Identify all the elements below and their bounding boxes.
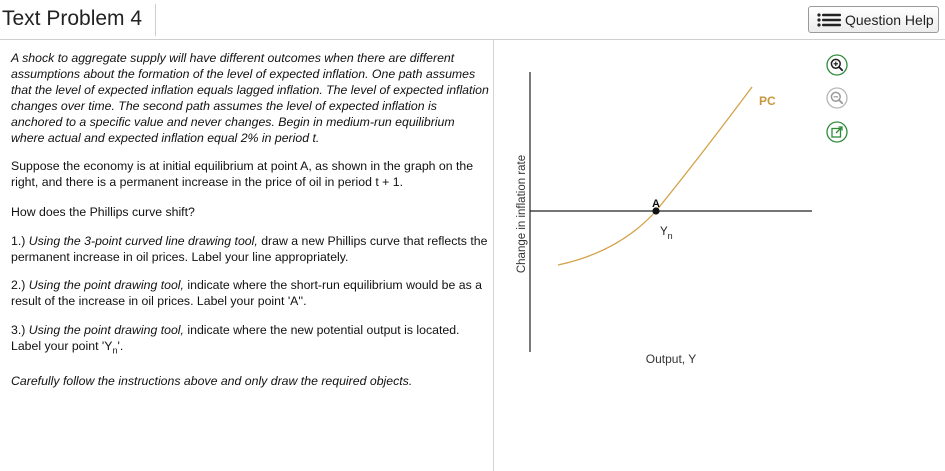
zoom-out-button[interactable] (824, 85, 850, 111)
scenario-paragraph: Suppose the economy is at initial equilibrium at point A, as shown in the graph on the right, and there is a permanent increase in the price of oil in period t + 1. (11, 159, 474, 189)
header-bar (0, 0, 945, 40)
pc-label: PC (759, 94, 776, 108)
step-2-instruction (11, 277, 489, 309)
step-3-text-end: '. (117, 339, 124, 353)
step-1-number: 1.) (11, 234, 26, 248)
intro-paragraph: A shock to aggregate supply will have different outcomes when there are different assumptions about the formation of the level of expected inflation. One path assumes that the level of expected inflation equals lagged inflation. The level of expected inflation changes over time. The second path assumes the level of expected inflation is anchored to a specific value and never changes. Begin in medium-run equilibrium where actual and expected inflation equal 2% in period t. (11, 51, 489, 145)
step-1-tool: Using the 3-point curved line drawing tool, (28, 234, 258, 248)
step-2-text: indicate where the short-run equilibrium would be as a result of the increase in oil prices. Label your point 'A''. (11, 278, 482, 308)
phillips-curve-graph[interactable] (494, 40, 854, 471)
title-divider (155, 4, 156, 36)
step-1-instruction (11, 233, 489, 265)
expand-icon (826, 121, 848, 143)
step-1-text: draw a new Phillips curve that reflects the permanent increase in oil prices. Label your line appropriately. (11, 234, 488, 264)
yn-label-sub: n (667, 231, 673, 241)
expand-graph-button[interactable] (824, 119, 850, 145)
question-help-button[interactable] (808, 6, 939, 33)
graph-toolbar (824, 52, 854, 152)
list-icon (817, 13, 841, 27)
step-3-instruction (11, 322, 489, 358)
yn-label-main: Y (660, 226, 668, 238)
y-axis-label: Change in inflation rate (516, 154, 528, 274)
step-3-text: indicate where the new potential output is located. Label your point 'Y (11, 323, 460, 353)
question-help-label: Question Help (845, 11, 934, 28)
step-3-number: 3.) (11, 323, 26, 337)
yn-label (660, 226, 673, 241)
step-2-tool: Using the point drawing tool, (28, 278, 184, 292)
zoom-out-icon (826, 87, 848, 109)
page-title: Text Problem 4 (2, 7, 143, 30)
step-3-subscript: n (112, 345, 118, 356)
phillips-curve[interactable] (558, 87, 752, 265)
step-3-tool: Using the point drawing tool, (28, 323, 184, 337)
point-a-label: A (652, 198, 660, 210)
question-paragraph: How does the Phillips curve shift? (11, 205, 195, 219)
zoom-in-icon (826, 54, 848, 76)
zoom-in-button[interactable] (824, 52, 850, 78)
x-axis-label: Output, Y (645, 352, 697, 366)
footer-instruction: Carefully follow the instructions above and only draw the required objects. (11, 374, 413, 388)
step-2-number: 2.) (11, 278, 26, 292)
